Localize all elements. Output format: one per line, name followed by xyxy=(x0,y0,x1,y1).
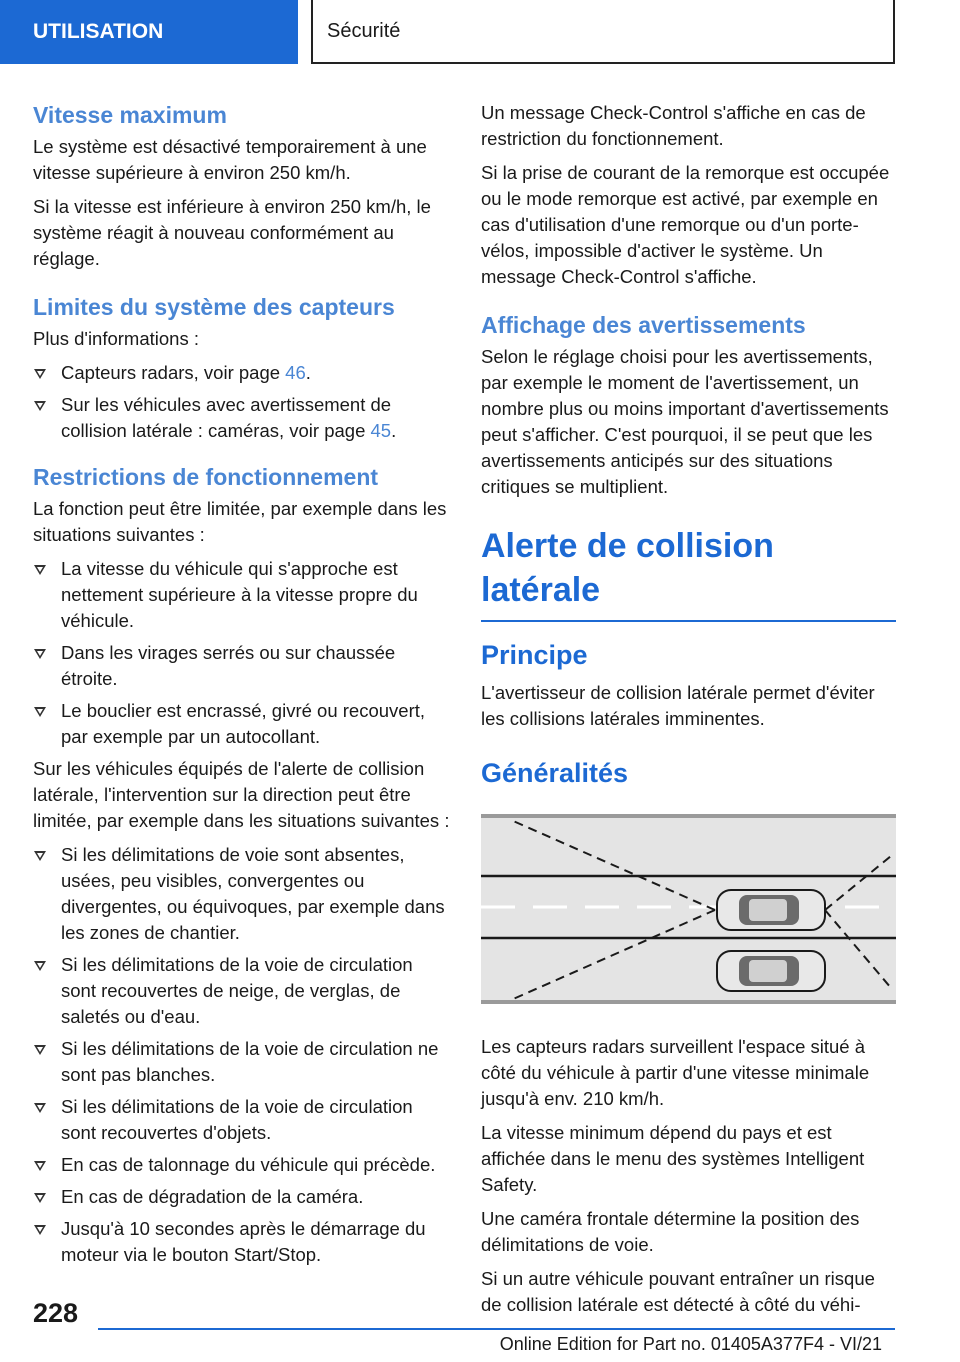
bullet-triangle-icon xyxy=(34,649,46,659)
bullet-triangle-icon xyxy=(34,1193,46,1203)
bullet-triangle-icon xyxy=(34,1103,46,1113)
bullet-triangle-icon xyxy=(34,1161,46,1171)
page-number: 228 xyxy=(33,1298,79,1328)
paragraph: Plus d'informations : xyxy=(33,328,199,349)
list-item-text: Sur les véhicules avec avertissement de collision latérale : caméras, voir page xyxy=(61,394,392,441)
list-item: Le bouclier est encrassé, givré ou recouvert, par exemple par un autocollant. xyxy=(33,698,451,750)
bullet-triangle-icon xyxy=(34,401,46,411)
paragraph: Si la vitesse est inférieure à environ 250 km/h, le système réagit à nouveau conformément au réglage. xyxy=(33,196,431,269)
list-item: Sur les véhicules avec avertissement de collision latérale : caméras, voir page 45. xyxy=(33,392,451,444)
section-title: Sécurité xyxy=(327,19,401,42)
paragraph: Le système est désactivé temporairement à une vitesse supérieure à environ 250 km/h. xyxy=(33,136,427,183)
bullet-list xyxy=(33,842,451,1268)
heading-limites: Limites du système des capteurs xyxy=(33,294,395,320)
section-header xyxy=(311,0,895,64)
list-item: Si les délimitations de la voie de circulation sont recouvertes d'objets. xyxy=(33,1094,451,1146)
car-icon xyxy=(717,951,825,991)
paragraph: Les capteurs radars surveillent l'espace situé à côté du véhicule à partir d'une vitesse minimale jusqu'à env. 210 km/h. xyxy=(481,1036,870,1109)
page-reference-link[interactable]: 46 xyxy=(285,362,306,383)
bullet-list xyxy=(33,556,451,750)
page-reference-link[interactable]: 45 xyxy=(370,420,392,441)
list-item: Capteurs radars, voir page 46. xyxy=(33,360,451,386)
chapter-title: UTILISATION xyxy=(33,20,164,43)
paragraph: Selon le réglage choisi pour les avertissements, par exemple le moment de l'avertissement, un nombre plus ou moins important d'avertissements peut s'afficher. C'est pourquoi, il se peut que les avertissements anticipés sur des situations critiques se multiplient. xyxy=(481,346,889,497)
paragraph: L'avertisseur de collision latérale permet d'éviter les collisions latérales imminentes. xyxy=(481,682,875,729)
list-item: Si les délimitations de voie sont absentes, usées, peu visibles, convergentes ou divergentes, ou équivoques, par exemple dans les zones de chantier. xyxy=(33,842,451,946)
bullet-list xyxy=(33,360,451,444)
list-item: Jusqu'à 10 secondes après le démarrage du moteur via le bouton Start/Stop. xyxy=(33,1216,451,1268)
chapter-heading-alerte: Alerte de collision latérale xyxy=(481,524,896,622)
paragraph: Si la prise de courant de la remorque est occupée ou le mode remorque est activé, par exemple en cas d'utilisation d'une remorque ou d'un porte-vélos, impossible d'activer le système. Un message Check-Control s'affiche. xyxy=(481,162,890,287)
bullet-triangle-icon xyxy=(34,565,46,575)
footer-divider xyxy=(98,1328,895,1330)
paragraph: Une caméra frontale détermine la position des délimitations de voie. xyxy=(481,1208,860,1255)
bullet-triangle-icon xyxy=(34,1045,46,1055)
heading-generalites: Généralités xyxy=(481,758,629,788)
paragraph: La fonction peut être limitée, par exemple dans les situations suivantes : xyxy=(33,498,447,545)
bullet-triangle-icon xyxy=(34,961,46,971)
bullet-triangle-icon xyxy=(34,369,46,379)
left-column xyxy=(33,100,451,1274)
bullet-triangle-icon xyxy=(34,1225,46,1235)
bullet-triangle-icon xyxy=(34,707,46,717)
list-item: Si les délimitations de la voie de circulation ne sont pas blanches. xyxy=(33,1036,451,1088)
list-item: La vitesse du véhicule qui s'approche est nettement supérieure à la vitesse propre du véhicule. xyxy=(33,556,451,634)
heading-vitesse: Vitesse maximum xyxy=(33,102,227,128)
list-item: Si les délimitations de la voie de circulation sont recouvertes de neige, de verglas, de saletés ou d'eau. xyxy=(33,952,451,1030)
paragraph: Si un autre véhicule pouvant entraîner un risque de collision latérale est détecté à côté du véhi- xyxy=(481,1268,875,1315)
paragraph: Un message Check-Control s'affiche en cas de restriction du fonctionnement. xyxy=(481,102,866,149)
chapter-tab xyxy=(0,0,298,64)
paragraph: Sur les véhicules équipés de l'alerte de collision latérale, l'intervention sur la direction peut être limitée, par exemple dans les situations suivantes : xyxy=(33,758,450,831)
list-item: En cas de dégradation de la caméra. xyxy=(33,1184,451,1210)
heading-principe: Principe xyxy=(481,640,588,670)
heading-affichage: Affichage des avertissements xyxy=(481,312,806,338)
list-item: En cas de talonnage du véhicule qui précède. xyxy=(33,1152,451,1178)
list-item-text: Capteurs radars, voir page xyxy=(61,362,286,383)
list-item: Dans les virages serrés ou sur chaussée étroite. xyxy=(33,640,451,692)
edition-note: Online Edition for Part no. 01405A377F4 - VI/21 xyxy=(499,1334,882,1354)
heading-restrictions: Restrictions de fonctionnement xyxy=(33,464,379,490)
side-collision-illustration xyxy=(481,798,896,1020)
road-surface xyxy=(481,818,896,1000)
bullet-triangle-icon xyxy=(34,851,46,861)
car-icon xyxy=(717,890,825,930)
paragraph: La vitesse minimum dépend du pays et est affichée dans le menu des systèmes Intelligent Safety. xyxy=(481,1122,865,1195)
right-column xyxy=(481,100,896,1326)
